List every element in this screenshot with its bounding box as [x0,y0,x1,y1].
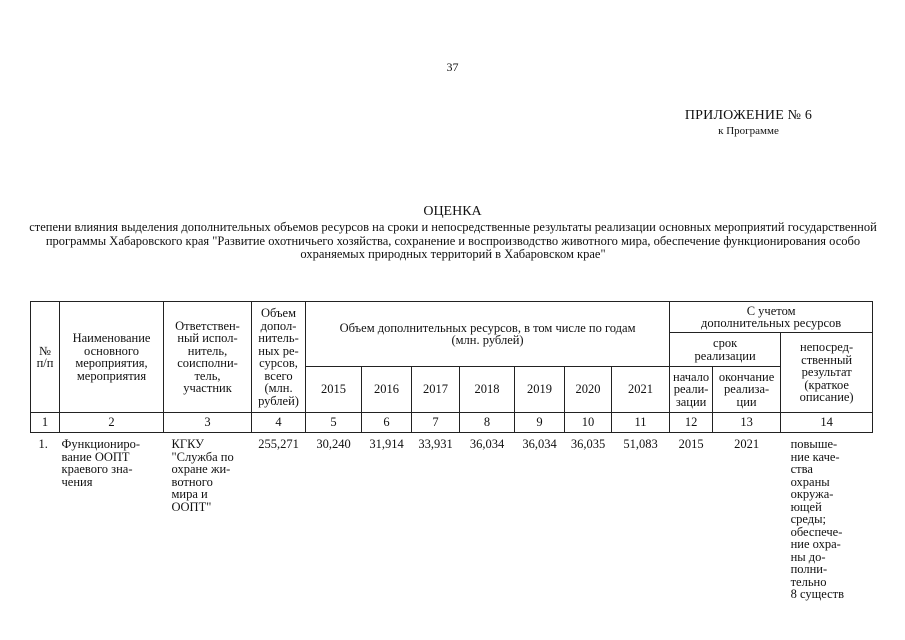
column-number: 11 [612,413,670,433]
header-year: 2020 [565,367,612,413]
header-year: 2021 [612,367,670,413]
row-year-value: 36,034 [522,437,557,451]
appendix-title: ПРИЛОЖЕНИЕ № 6 [684,108,813,123]
column-number: 13 [713,413,781,433]
column-number: 9 [515,413,565,433]
page-number: 37 [446,60,459,74]
row-name: Функциониро- вание ООПТ краевого зна- чения [61,437,141,489]
header-year: 2019 [515,367,565,413]
row-start: 2015 [678,437,704,451]
row-year-value: 33,931 [418,437,453,451]
column-number: 6 [362,413,412,433]
header-start: начало реали- зации [670,367,713,413]
header-term-group: срок реализации [670,333,781,367]
row-result: повыше- ние каче- ства охраны окружа- ющей среды; обеспече- ние охра- ны до- полни- тельно 8 существ [790,437,844,601]
resources-table [30,301,873,601]
header-year: 2017 [412,367,460,413]
header-end: окончание реализа- ции [713,367,781,413]
row-year-value: 30,240 [316,437,351,451]
column-number: 7 [412,413,460,433]
row-executor: КГКУ "Служба по охране жи- вотного мира и ООПТ" [171,437,234,514]
header-executor: Ответствен- ный испол- нитель, соисполни- тель, участник [164,302,252,413]
appendix-subtitle: к Программе [718,125,779,137]
row-end: 2021 [734,437,760,451]
header-year: 2018 [460,367,515,413]
table-row [31,433,873,601]
header-year: 2016 [362,367,412,413]
column-number: 14 [781,413,873,433]
column-number: 4 [252,413,306,433]
row-year-value: 51,083 [623,437,658,451]
row-total: 255,271 [258,437,299,451]
header-years-group: Объем дополнительных ресурсов, в том числе по годам (млн. рублей) [306,302,670,367]
column-number: 12 [670,413,713,433]
row-year-value: 36,035 [570,437,606,451]
column-number: 2 [60,413,164,433]
header-year: 2015 [306,367,362,413]
row-year-value: 36,034 [469,437,505,451]
column-number: 1 [31,413,60,433]
row-num: 1. [38,437,48,451]
document-subtitle: степени влияния выделения дополнительных объемов ресурсов на сроки и непосредственные результаты реализации основных мероприятий государственной программы Хабаровского края "Развитие охотничьего хозяйства, сохранение и воспроизводство животного мира, обеспечение функционирования особо охраняемых природных территорий в Хабаровском крае" [29,220,877,261]
header-name: Наименование основного мероприятия, мероприятия [60,302,164,413]
column-number: 10 [565,413,612,433]
header-account-group: С учетом дополнительных ресурсов [670,302,873,333]
row-year-value: 31,914 [369,437,404,451]
header-num: № п/п [31,302,60,413]
header-direct-result: непосред- ственный результат (краткое описание) [781,333,873,413]
header-volume: Объем допол- нитель- ных ре- сурсов, всего (млн. рублей) [252,302,306,413]
column-number: 8 [460,413,515,433]
column-number: 3 [164,413,252,433]
column-number: 5 [306,413,362,433]
document-title: ОЦЕНКА [423,204,482,219]
